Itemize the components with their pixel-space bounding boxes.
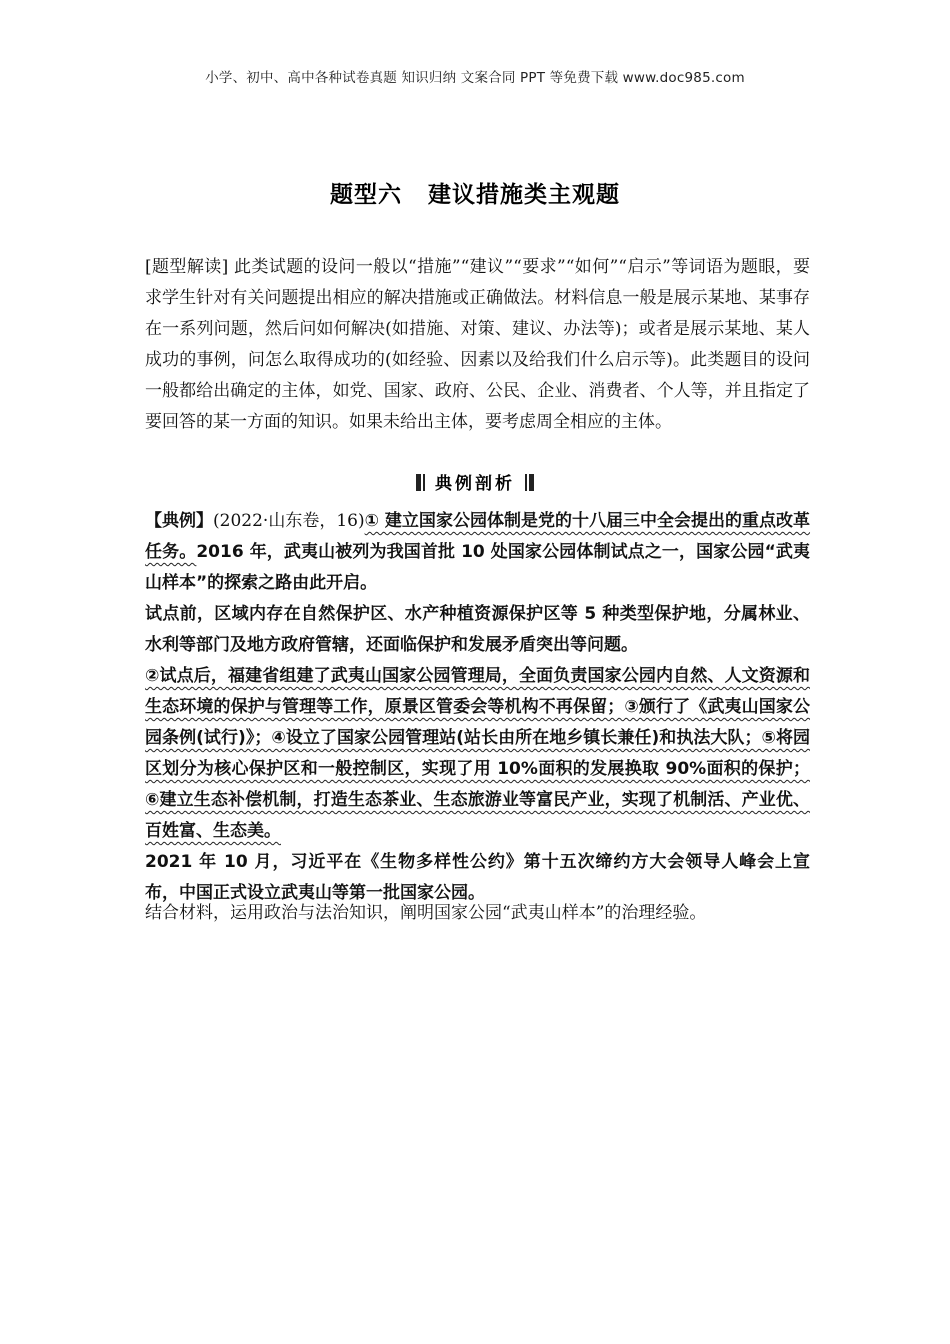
case-paragraph-1 [145, 506, 810, 599]
intro-paragraph [145, 252, 810, 438]
heading-bar-icon [416, 474, 421, 491]
case-source: (2022·山东卷，16) [213, 511, 365, 531]
case-marked-text-1: ① 建立国家公园体制是党的十八届三中全会提出的重点改革任务。 [145, 511, 811, 562]
heading-bar-icon [525, 474, 527, 491]
section-heading-text: 典例剖析 [435, 474, 515, 494]
question-text [145, 898, 810, 929]
case-label: 【典例】 [145, 511, 214, 531]
heading-bar-icon [423, 474, 425, 491]
page-title [0, 176, 950, 209]
title-part-1: 题型六 [330, 182, 402, 208]
intro-text: 此类试题的设问一般以“措施”“建议”“要求”“如何”“启示”等词语为题眼，要求学生针对有关问题提出相应的解决措施或正确做法。材料信息一般是展示某地、某事存在一系列问题，然后问如何解决(如措施、对策、建议、办法等)；或者是展示某地、某人成功的事例，问怎么取得成功的(如经验、因素以及给我们什么启示等)。此类题目的设问一般都给出确定的主体，如党、国家、政府、公民、企业、消费者、个人等，并且指定了要回答的某一方面的知识。如果未给出主体，要考虑周全相应的主体。 [145, 257, 811, 432]
case-marked-text-3: ②试点后，福建省组建了武夷山国家公园管理局，全面负责国家公园内自然、人文资源和生态环境的保护与管理等工作，原景区管委会等机构不再保留；③颁行了《武夷山国家公园条例(试行)》；④设立了国家公园管理站(站长由所在地乡镇长兼任)和执法大队；⑤将园区划分为核心保护区和一般控制区，实现了用 10%面积的发展换取 90%面积的保护；⑥建立生态补偿机制，打造生态茶业、生态旅游业等富民产业，实现了机制活、产业优、百姓富、生态美。 [145, 666, 810, 841]
heading-bar-icon [529, 474, 534, 491]
section-heading [0, 469, 950, 494]
case-paragraph-2: 试点前，区域内存在自然保护区、水产种植资源保护区等 5 种类型保护地，分属林业、水利等部门及地方政府管辖，还面临保护和发展矛盾突出等问题。 [145, 604, 810, 655]
case-paragraph-3 [145, 661, 810, 847]
case-text-1: 2016 年，武夷山被列为我国首批 10 处国家公园体制试点之一，国家公园“武夷山样本”的探索之路由此开启。 [145, 542, 810, 593]
header-banner: 小学、初中、高中各种试卷真题 知识归纳 文案合同 PPT 等免费下载 www.doc985.com [205, 70, 745, 86]
case-material [145, 506, 810, 909]
case-paragraph-4: 2021 年 10 月，习近平在《生物多样性公约》第十五次缔约方大会领导人峰会上宣布，中国正式设立武夷山等第一批国家公园。 [145, 852, 810, 903]
question-paragraph: 结合材料，运用政治与法治知识，阐明国家公园“武夷山样本”的治理经验。 [145, 903, 707, 923]
title-part-2: 建议措施类主观题 [428, 182, 620, 208]
intro-label: [题型解读] [145, 257, 229, 277]
